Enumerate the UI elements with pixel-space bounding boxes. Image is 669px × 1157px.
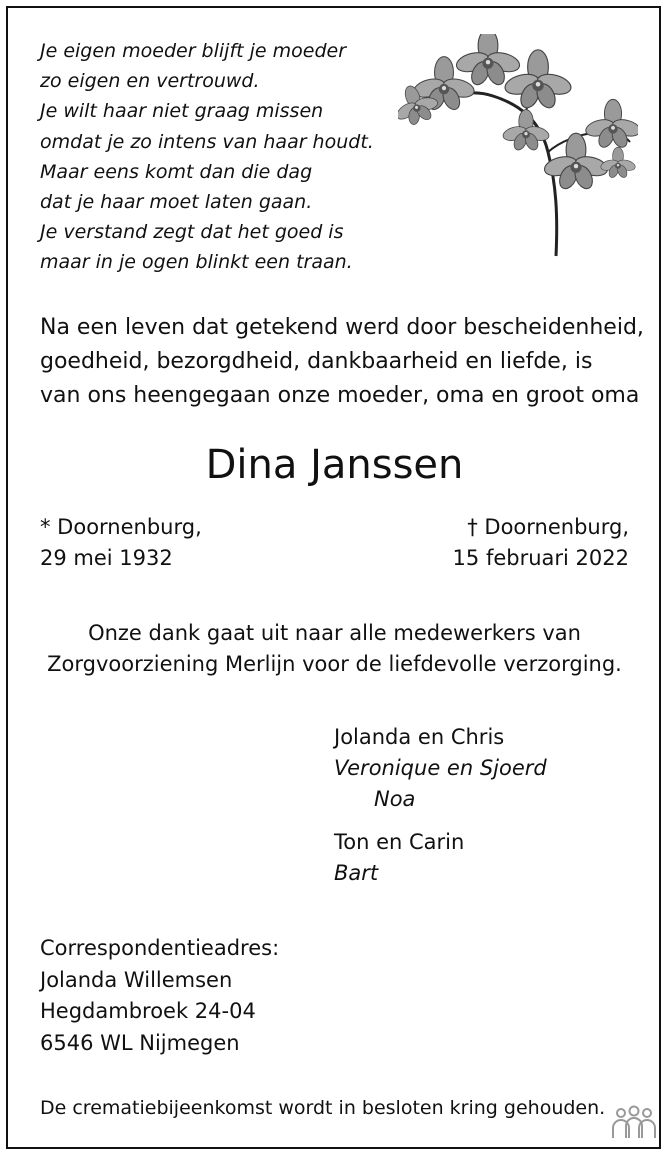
address-heading: Correspondentieadres:	[40, 936, 280, 960]
orchid-illustration	[398, 34, 638, 259]
intro-line: Na een leven dat getekend werd door bescheidenheid,	[40, 315, 644, 340]
correspondence-address	[40, 933, 279, 1059]
family-list	[334, 722, 547, 889]
poem-line: Je wilt haar niet graag missen	[40, 100, 324, 123]
family-child: Bart	[334, 861, 379, 885]
death-date: 15 februari 2022	[452, 546, 629, 570]
poem-line: maar in je ogen blinkt een traan.	[40, 251, 353, 274]
family-parents: Ton en Carin	[334, 830, 465, 854]
intro-line: van ons heengegaan onze moeder, oma en groot oma	[40, 383, 640, 408]
birth-place: * Doornenburg,	[40, 515, 202, 539]
death-info	[453, 512, 629, 574]
intro-text	[40, 311, 644, 413]
poem-line: Maar eens komt dan die dag	[40, 160, 313, 183]
poem-line: zo eigen en vertrouwd.	[40, 70, 260, 93]
birth-info	[40, 512, 202, 574]
poem-line: Je verstand zegt dat het goed is	[40, 221, 344, 244]
family-child: Veronique en Sjoerd	[334, 756, 547, 780]
address-city: 6546 WL Nijmegen	[40, 1030, 240, 1055]
poem-line: dat je haar moet laten gaan.	[40, 191, 313, 214]
birth-date: 29 mei 1932	[40, 546, 173, 570]
family-parents: Jolanda en Chris	[334, 725, 505, 749]
address-street: Hegdambroek 24-04	[40, 999, 256, 1023]
family-grandchild: Noa	[374, 787, 416, 811]
poem-line: Je eigen moeder blijft je moeder	[40, 40, 347, 62]
thanks-line: Onze dank gaat uit naar alle medewerkers van	[88, 621, 581, 645]
death-place: † Doornenburg,	[467, 515, 629, 539]
poem	[40, 36, 374, 278]
poem-line: omdat je zo intens van haar houdt.	[40, 130, 374, 153]
deceased-name: Dina Janssen	[205, 442, 464, 488]
ceremony-note: De crematiebijeenkomst wordt in besloten kring gehouden.	[40, 1097, 606, 1119]
thanks-line: Zorgvoorziening Merlijn voor de liefdevolle verzorging.	[47, 652, 622, 676]
intro-line: goedheid, bezorgdheid, dankbaarheid en liefde, is	[40, 349, 593, 374]
address-name: Jolanda Willemsen	[40, 967, 233, 992]
people-logo-icon	[609, 1104, 659, 1142]
thanks-text	[0, 618, 669, 680]
